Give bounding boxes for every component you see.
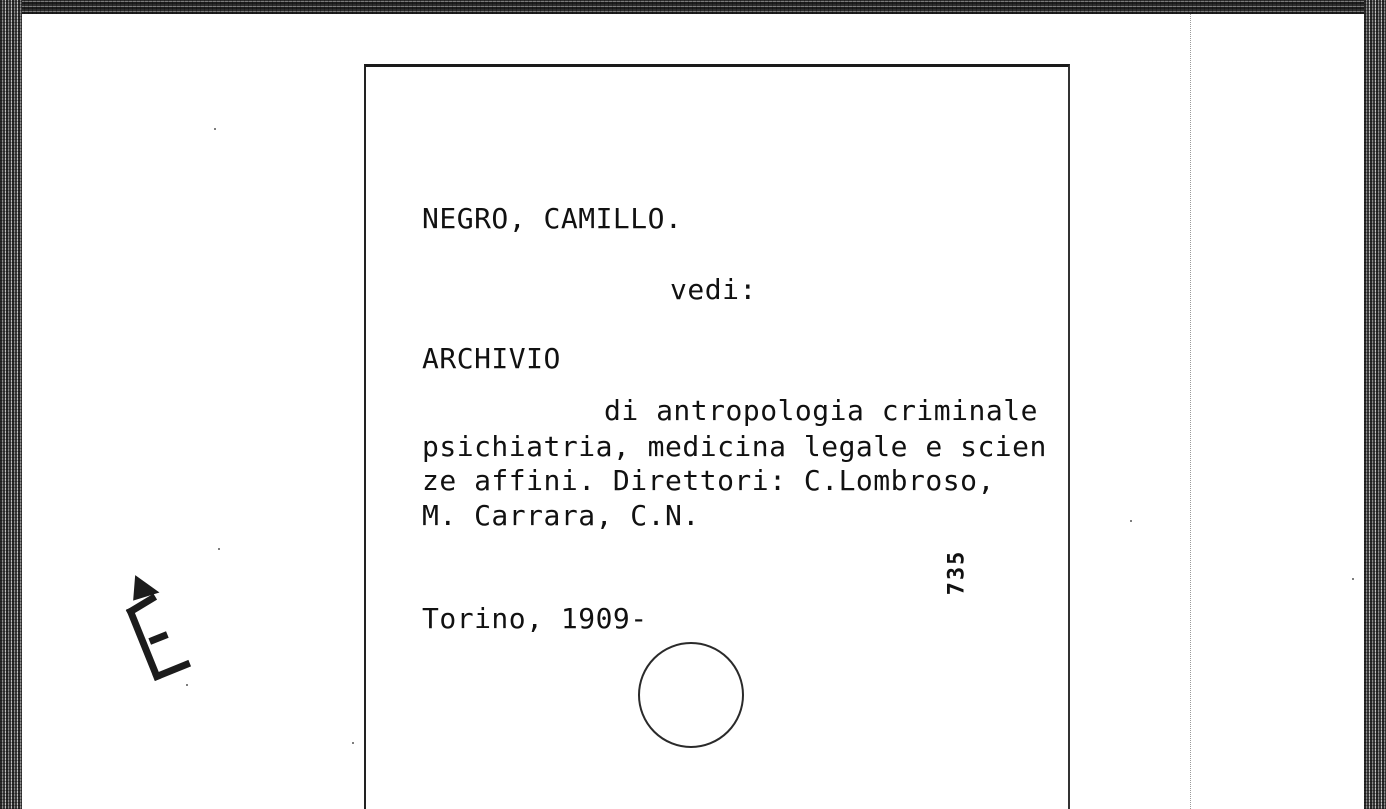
scan-border-right (1364, 0, 1386, 809)
description-line: di antropologia criminale (604, 394, 1038, 427)
entry-title: ARCHIVIO (422, 342, 561, 375)
scan-speck (352, 742, 354, 744)
description-line: psichiatria, medicina legale e scien (422, 430, 1047, 463)
scan-speck (186, 684, 188, 686)
scan-speck (1352, 578, 1354, 580)
scan-speck (214, 128, 216, 130)
place-and-date: Torino, 1909- (422, 602, 648, 635)
scan-border-top (0, 0, 1386, 14)
scan-border-left (0, 0, 22, 809)
library-stamp-mark (110, 560, 220, 700)
shelf-number: 735 (944, 549, 970, 596)
see-also-label: vedi: (670, 273, 757, 306)
backing-sheet-edge (1190, 14, 1192, 809)
punch-hole (638, 642, 744, 748)
description-line: M. Carrara, C.N. (422, 499, 700, 532)
scan-speck (1130, 520, 1132, 522)
description-line: ze affini. Direttori: C.Lombroso, (422, 464, 995, 497)
scan-speck (218, 548, 220, 550)
card-heading: NEGRO, CAMILLO. (422, 202, 683, 235)
